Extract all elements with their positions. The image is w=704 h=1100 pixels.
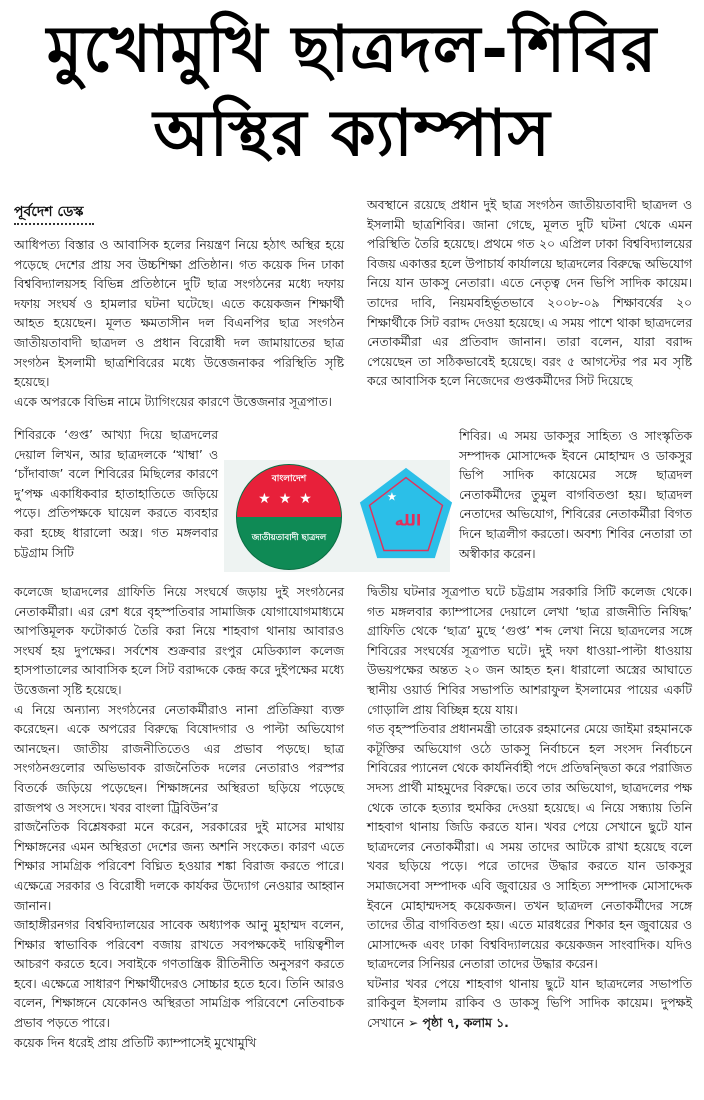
right-column-lower: [367, 583, 692, 1034]
star-icons: ★★★: [258, 491, 320, 507]
paragraph: একে অপরকে বিভিন্ন নামে ট্যাগিংয়ের কারণে উত্তেজনার সূত্রপাত।: [14, 394, 332, 409]
paragraph: কলেজে ছাত্রদলের গ্রাফিতি নিয়ে সংঘর্ষে জড়ায় দুই সংগঠনের নেতাকর্মীরা। এর রেশ ধরে বৃহস্পতিবার সামাজিক যোগাযোগমাধ্যমে আপত্তিমূলক ফটোকার্ড তৈরি করা নিয়ে শাহবাগ থানায় আবারও সংঘর্ষ হয় দুপক্ষের। সর্বশেষ শুক্রবার রংপুর মেডিক্যাল কলেজ হাসপাতালের আবাসিক হলে সিট বরাদ্দকে কেন্দ্র করে দুইপক্ষের মধ্যে উত্তেজনা সৃষ্টি হয়েছে।: [14, 585, 344, 697]
paragraph: শিবিরকে ‘গুপ্ত’ আখ্যা দিয়ে ছাত্রদলের দেয়াল লিখন, আর ছাত্রদলকে ‘খাম্বা’ ও ‘চাঁদাবাজ’ বলে শিবিরের মিছিলের কারণে দু’পক্ষ একাধিকবার হাতাহাতিতে জড়িয়ে পড়ে। প্রতিপক্ষকে ঘায়েল করতে ব্যবহার করা হচ্ছে ধারালো অস্ত্র। গত মঙ্গলবার চট্টগ্রাম সিটি: [14, 428, 218, 560]
star-icon: ★: [386, 489, 398, 504]
logo-text-bottom: জাতীয়তাবাদী ছাত্রদল: [251, 533, 327, 543]
continued-on-page: ➢ পৃষ্ঠা ৭, কলাম ১.: [407, 1016, 509, 1031]
logo-text-top: বাংলাদেশ: [271, 474, 307, 484]
headline-line-1: মুখোমুখি ছাত্রদল-শিবির: [46, 13, 658, 87]
paragraph: রাজনৈতিক বিশ্লেষকরা মনে করেন, সরকারের দুই মাসের মাথায় শিক্ষাঙ্গনের এমন অস্থিরতা দেশের জন্য অশনি সংকেত। কারণ এতে শিক্ষার সামগ্রিক পরিবেশ বিঘ্নিত হওয়ার শঙ্কা বিরাজ করতে পারে। এক্ষেত্রে সরকার ও বিরোধী দলকে কার্যকর উদ্যোগ নেওয়ার আহ্বান জানান।: [14, 820, 344, 913]
paragraph-text: ঘটনার খবর পেয়ে শাহবাগ থানায় ছুটে যান ছাত্রদলের সভাপতি রাকিবুল ইসলাম রাকিব ও ডাকসু ভিপি সাদিক কায়েম। দুপক্ষই সেখানে: [367, 976, 692, 1031]
left-column-wrap: [14, 426, 218, 563]
paragraph: দ্বিতীয় ঘটনার সূত্রপাত ঘটে চট্টগ্রাম সরকারি সিটি কলেজ থেকে। গত মঙ্গলবার ক্যাম্পাসের দেয়ালে লেখা ‘ছাত্র রাজনীতি নিষিদ্ধ’ গ্রাফিতি থেকে ‘ছাত্র’ মুছে ‘গুপ্ত’ শব্দ লেখা নিয়ে ছাত্রদলের সঙ্গে শিবিরের সংঘর্ষের সূত্রপাত ঘটে। দুই দফা ধাওয়া-পাল্টা ধাওয়ায় উভয়পক্ষের অন্তত ২০ জন আহত হন। ধারালো অস্ত্রের আঘাতে স্থানীয় ওয়ার্ড শিবির সভাপতি আশরাফুল ইসলামের পায়ের একটি গোড়ালি প্রায় বিচ্ছিন্ন হয়ে যায়।: [367, 585, 692, 717]
byline-divider: [14, 223, 94, 225]
right-column-wrap: [459, 427, 692, 564]
headline-line-2: অস্থির ক্যাম্পাস: [153, 97, 551, 171]
paragraph: [367, 975, 692, 1034]
logo-script: الله: [394, 511, 422, 530]
paragraph: এ নিয়ে অন্যান্য সংগঠনের নেতাকর্মীরাও নানা প্রতিক্রিয়া ব্যক্ত করেছেন। একে অপরের বিরুদ্ধে বিষোদগার ও পাল্টা অভিযোগ আনছেন। জাতীয় রাজনীতিতেও এর প্রভাব পড়ছে। ছাত্র সংগঠনগুলোর অভিভাবক রাজনৈতিক দলের নেতারাও পরস্পর বিতর্কে জড়িয়ে পড়েছেন। শিক্ষাঙ্গনের অস্থিরতা ছড়িয়ে পড়েছে রাজপথ ও সংসদে। খবর বাংলা ট্রিবিউন’র: [14, 702, 344, 815]
left-column: [14, 236, 344, 412]
paragraph: জাহাঙ্গীরনগর বিশ্ববিদ্যালয়ের সাবেক অধ্যাপক আনু মুহাম্মদ বলেন, শিক্ষার স্বাভাবিক পরিবেশ বজায় রাখতে সবপক্ষকেই দায়িত্বশীল আচরণ করতে হবে। সবাইকে গণতান্ত্রিক রীতিনীতি অনুসরণ করতে হবে। এক্ষেত্রে সাধারণ শিক্ষার্থীদেরও সোচ্চার হতে হবে। তিনি আরও বলেন, শিক্ষাঙ্গনে যেকোনও অস্থিরতা সামগ্রিক পরিবেশে নেতিবাচক প্রভাব পড়তে পারে।: [14, 918, 344, 1031]
shibir-logo: [358, 464, 454, 564]
right-column: [367, 196, 692, 392]
byline: পূর্বদেশ ডেস্ক: [14, 204, 84, 220]
paragraph: শিবির। এ সময় ডাকসুর সাহিত্য ও সাংস্কৃতিক সম্পাদক মোসাদ্দেক ইবনে মোহাম্মদ ও ডাকসুর ভিপি সাদিক কায়েমের সঙ্গে ছাত্রদল নেতাকর্মীদের তুমুল বাগবিতণ্ডা হয়। ছাত্রদল নেতাদের অভিযোগ, শিবিরের নেতাকর্মীরা বিগত দিনে ছাত্রলীগ করতো। অবশ্য শিবির নেতারা তা অস্বীকার করেন।: [459, 429, 692, 561]
logos-image: [224, 460, 450, 572]
paragraph: অবস্থানে রয়েছে প্রধান দুই ছাত্র সংগঠন জাতীয়তাবাদী ছাত্রদল ও ইসলামী ছাত্রশিবির। জানা গেছে, মূলত দুটি ঘটনা থেকে এমন পরিস্থিতি তৈরি হয়েছে। প্রথমে গত ২০ এপ্রিল ঢাকা বিশ্ববিদ্যালয়ের বিজয় একাত্তর হলে উপাচার্য কার্যালয়ে ছাত্রদলের বিরুদ্ধে অভিযোগ নিয়ে যান ডাকসু নেতারা। এতে নেতৃত্ব দেন ভিপি সাদিক কায়েম। তাদের দাবি, নিয়মবহির্ভূতভাবে ২০০৮-০৯ শিক্ষাবর্ষের ২০ শিক্ষার্থীকে সিট বরাদ্দ দেওয়া হয়েছে। এ সময় পাশে থাকা ছাত্রদলের নেতাকর্মীরা এর প্রতিবাদ জানান। তারা বলেন, যারা বরাদ্দ পেয়েছেন তা সঠিকভাবেই হয়েছে। বরং ৫ আগস্টের পর মব সৃষ্টি করে আবাসিক হলে নিজেদের গুপ্তকর্মীদের সিট দিয়েছে: [367, 198, 692, 389]
paragraph: গত বৃহস্পতিবার প্রধানমন্ত্রী তারেক রহমানের মেয়ে জাইমা রহমানকে কটূক্তির অভিযোগ ওঠে ডাকসু নির্বাচনে হল সংসদ নির্বাচনে শিবিরের প্যানেল থেকে কার্যনির্বাহী পদে প্রতিদ্বন্দ্বিতা করে পরাজিত সদস্য প্রার্থী মাহমুদের বিরুদ্ধে। তবে তার অভিযোগ, ছাত্রদলের পক্ষ থেকে তাকে হত্যার হুমকির দেওয়া হয়েছে। এ নিয়ে সন্ধ্যায় তিনি শাহবাগ থানায় জিডি করতে যান। খবর পেয়ে সেখানে ছুটে যান ছাত্রদলের নেতাকর্মীরা। এ সময় তাদের আটকে রাখা হয়েছে বলে খবর ছড়িয়ে পড়ে। পরে তাদের উদ্ধার করতে যান ডাকসুর সমাজসেবা সম্পাদক এবি জুবায়ের ও সাহিত্য সম্পাদক মোসাদ্দেক ইবনে মোহাম্মদসহ কয়েকজন। তখন ছাত্রদল নেতাকর্মীদের সঙ্গে তাদের তীব্র বাগবিতণ্ডা হয়। এতে মারধরের শিকার হন জুবায়ের ও মোসাদ্দেক এবং ঢাকা বিশ্ববিদ্যালয়ের কয়েকজন সাংবাদিক। যদিও ছাত্রদলের সিনিয়র নেতারা তাদের উদ্ধার করেন।: [367, 722, 692, 972]
left-column-lower: [14, 583, 344, 1053]
chhatra-dal-logo: [236, 464, 342, 570]
paragraph: কয়েক দিন ধরেই প্রায় প্রতিটি ক্যাম্পাসেই মুখোমুখি: [14, 1035, 257, 1050]
paragraph: আধিপত্য বিস্তার ও আবাসিক হলের নিয়ন্ত্রণ নিয়ে হঠাৎ অস্থির হয়ে পড়েছে দেশের প্রায় সব উচ্চশিক্ষা প্রতিষ্ঠান। গত কয়েক দিন ঢাকা বিশ্ববিদ্যালয়সহ বিভিন্ন প্রতিষ্ঠানে দুটি ছাত্র সংগঠনের মধ্যে দফায় দফায় সংঘর্ষ ও হামলার ঘটনা ঘটেছে। এতে কয়েকজন শিক্ষার্থী আহত হয়েছেন। মূলত ক্ষমতাসীন দল বিএনপির ছাত্র সংগঠন জাতীয়তাবাদী ছাত্রদল ও প্রধান বিরোধী দল জামায়াতের ছাত্র সংগঠন ইসলামী ছাত্রশিবিরের মধ্যে উত্তেজনাকর পরিস্থিতি সৃষ্টি হয়েছে।: [14, 238, 344, 390]
